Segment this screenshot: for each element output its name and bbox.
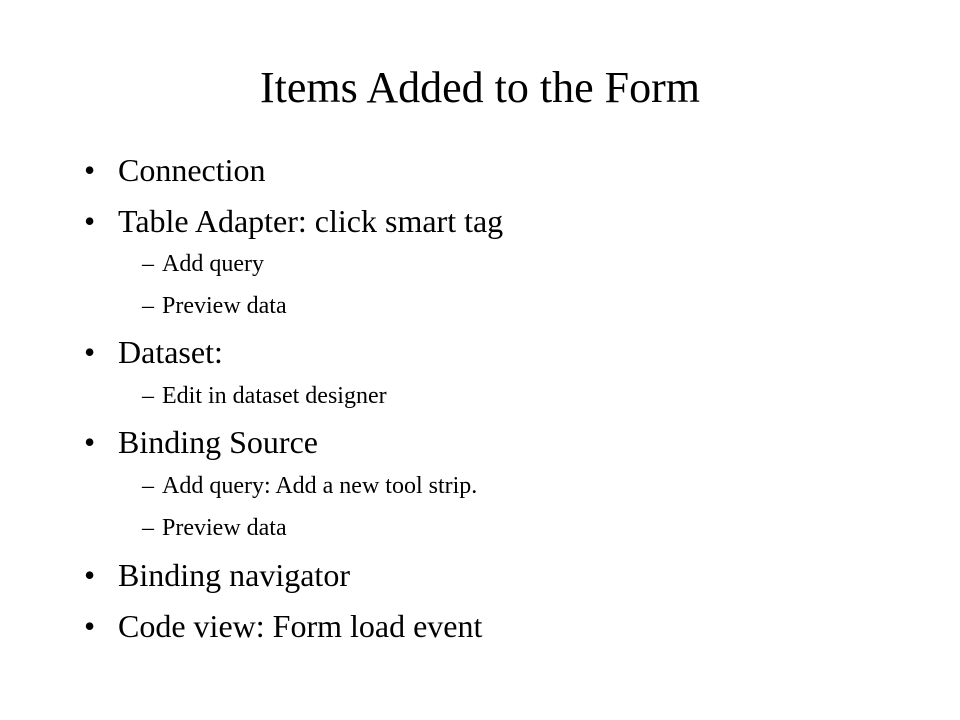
bullet-marker: • bbox=[84, 608, 96, 644]
bullet-marker: • bbox=[84, 557, 96, 593]
sub-text: Edit in dataset designer bbox=[162, 383, 387, 409]
sub-marker: – bbox=[142, 293, 154, 319]
sub-marker: – bbox=[142, 473, 154, 499]
bullet-text: Binding navigator bbox=[118, 557, 350, 593]
bullet-marker: • bbox=[84, 203, 96, 239]
bullet-text: Code view: Form load event bbox=[118, 608, 483, 644]
bullet-marker: • bbox=[84, 334, 96, 370]
bullet-marker: • bbox=[84, 152, 96, 188]
bullet-text: Table Adapter: click smart tag bbox=[118, 203, 504, 239]
bullet-text: Connection bbox=[118, 152, 266, 188]
sub-marker: – bbox=[142, 383, 154, 409]
sub-text: Add query: Add a new tool strip. bbox=[162, 473, 478, 499]
sub-text: Preview data bbox=[162, 293, 287, 319]
bullet-text: Binding Source bbox=[118, 424, 318, 460]
sub-marker: – bbox=[142, 515, 154, 541]
slide-title: Items Added to the Form bbox=[260, 63, 700, 112]
sub-text: Preview data bbox=[162, 515, 287, 541]
bullet-text: Dataset: bbox=[118, 334, 223, 370]
sub-marker: – bbox=[142, 251, 154, 277]
sub-text: Add query bbox=[162, 251, 264, 277]
bullet-marker: • bbox=[84, 424, 96, 460]
